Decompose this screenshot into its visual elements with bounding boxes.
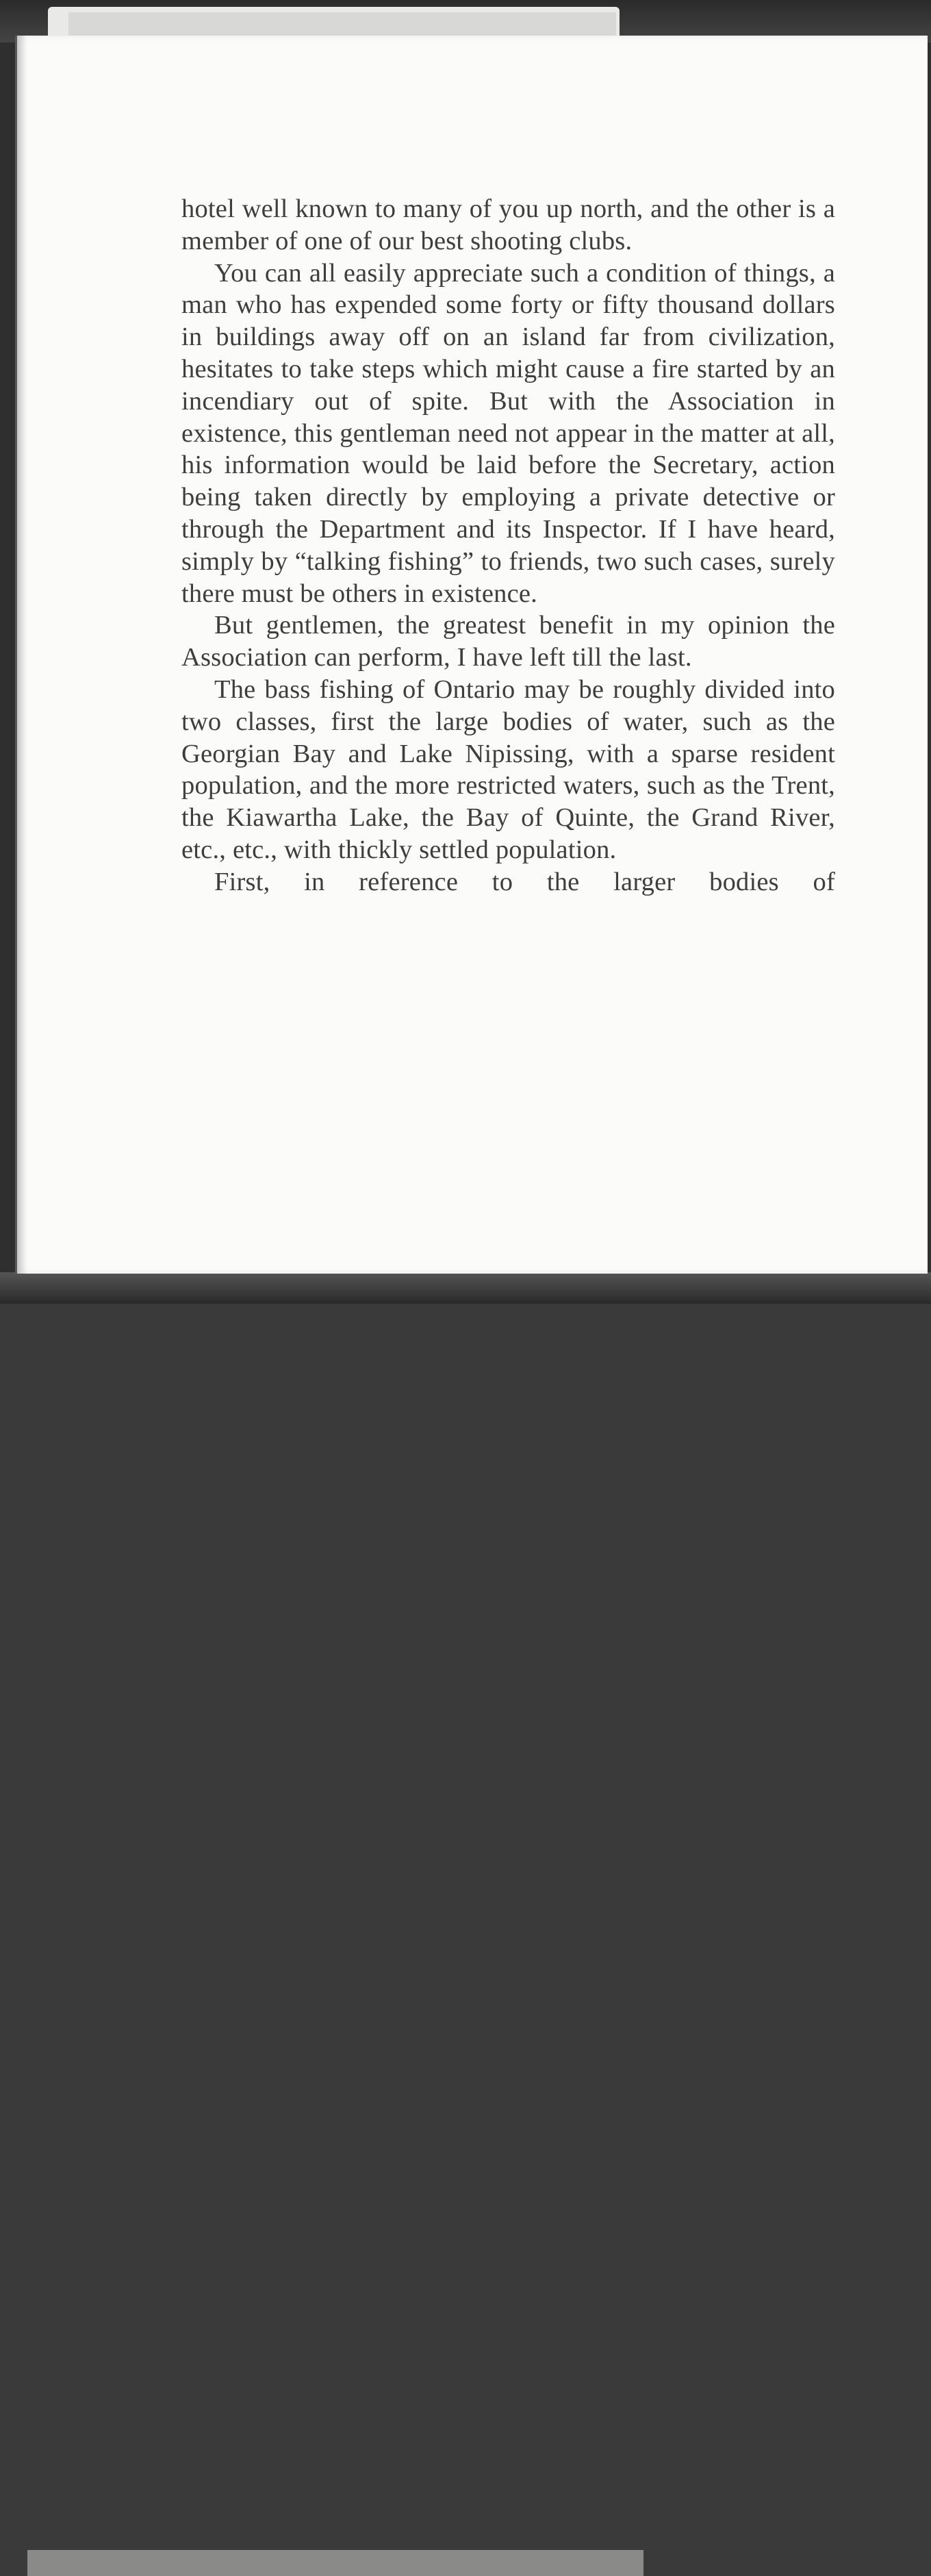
paragraph-continuation: hotel well known to many of you up north, and the other is a member of one of our best shooting clubs.: [181, 194, 835, 255]
paragraph: You can all easily appreciate such a condition of things, a man who has expended some forty or fifty thousand dollars in buildings away off on an island far from civilization, hesitates to take steps which might cause a fire started by an incendiary out of spite. But with the Association in existence, this gentleman need not appear in the matter at all, his information would be laid before the Secretary, action being taken directly by employing a private detective or through the Department and its Inspector. If I have heard, simply by “talking fishing” to friends, two such cases, surely there must be others in existence.: [181, 258, 835, 608]
bottom-page-strip: [27, 2550, 643, 2576]
bottom-page-edge: [0, 1272, 931, 1304]
paragraph-start: First, in reference to the larger bodies of: [214, 867, 835, 896]
page-text: [181, 193, 835, 898]
paragraph: But gentlemen, the greatest benefit in my opinion the Association can perform, I have left till the last.: [181, 611, 835, 672]
paragraph: The bass fishing of Ontario may be roughly divided into two classes, first the large bodies of water, such as the Georgian Bay and Lake Nipissing, with a sparse resident population, and the more restricted waters, such as the Trent, the Kiawartha Lake, the Bay of Quinte, the Grand River, etc., etc., with thickly settled population.: [181, 674, 835, 864]
previous-page-tab-shadow: [68, 12, 616, 38]
gutter-shadow: [15, 36, 27, 1274]
